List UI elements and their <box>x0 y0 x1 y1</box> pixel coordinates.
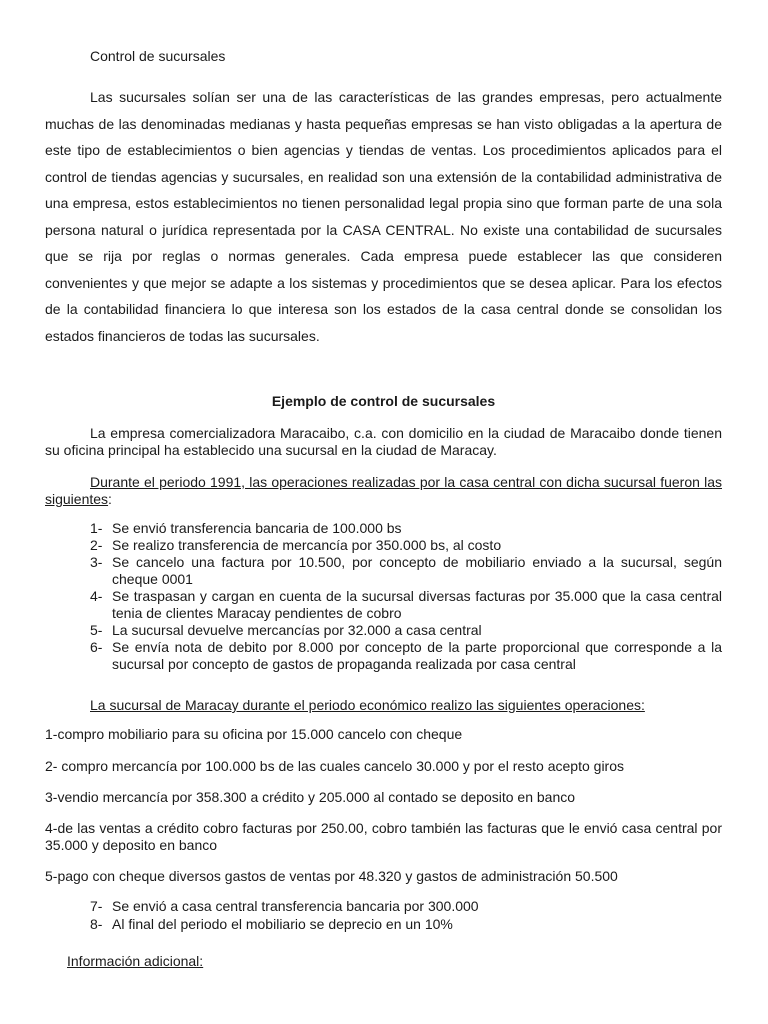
period-intro-paragraph <box>45 474 722 508</box>
additional-info-paragraph <box>67 953 722 970</box>
list-text: Se envía nota de debito por 8.000 por concepto de la parte proporcional que corresponde a la sucursal por concepto de gastos de propaganda realizada por casa central <box>112 639 722 672</box>
branch-operation-5: 5-pago con cheque diversos gastos de ventas por 48.320 y gastos de administración 50.500 <box>45 868 618 884</box>
list-text: Se traspasan y cargan en cuenta de la sucursal diversas facturas por 35.000 que la casa central tenia de clientes Maracay pendientes de cobro <box>112 588 722 621</box>
list-number: 1- <box>90 520 103 536</box>
additional-info-heading: Información adicional: <box>67 953 204 969</box>
list-number: 2- <box>90 537 103 553</box>
intro-paragraph: Las sucursales solían ser una de las características de las grandes empresas, pero actualmente muchas de las denominadas medianas y hasta pequeñas empresas se han visto obligadas a la apertura de este tipo de establecimientos o bien agencias y tiendas de ventas. Los procedimientos aplicados para el control de tiendas agencias y sucursales, en realidad son una extensión de la contabilidad administrativa de una empresa, estos establecimientos no tienen personalidad legal propia sino que forman parte de una sola persona natural o jurídica representada por la CASA CENTRAL. No existe una contabilidad de sucursales que se rija por reglas o normas generales. Cada empresa puede establecer las que consideren convenientes y que mejor se adapte a los sistemas y procedimientos que se desea aplicar. Para los efectos de la contabilidad financiera lo que interesa son los estados de la casa central donde se consolidan los estados financieros de todas las sucursales. <box>45 89 722 344</box>
list-item <box>90 639 722 673</box>
list-item <box>90 520 722 537</box>
list-number: 5- <box>90 622 103 638</box>
list-number: 8- <box>90 916 103 932</box>
example-heading: Ejemplo de control de sucursales <box>271 393 496 409</box>
branch-operation-2: 2- compro mercancía por 100.000 bs de las cuales cancelo 30.000 y por el resto acepto giros <box>45 758 624 774</box>
list-number: 3- <box>90 554 103 570</box>
list-text: La sucursal devuelve mercancías por 32.000 a casa central <box>112 622 482 638</box>
branch-operation-4: 4-de las ventas a crédito cobro facturas por 250.00, cobro también las facturas que le envió casa central por 35.000 y deposito en banco <box>45 820 722 853</box>
list-text: Se envió a casa central transferencia bancaria por 300.000 <box>112 898 479 914</box>
list-number: 4- <box>90 588 103 604</box>
period-intro-text: Durante el periodo 1991, las operaciones realizadas por la casa central con dicha sucursal fueron las siguientes <box>45 474 722 507</box>
list-item <box>90 897 722 915</box>
list-item <box>90 588 722 622</box>
list-item <box>90 915 722 933</box>
example-intro-paragraph: La empresa comercializadora Maracaibo, c.a. con domicilio en la ciudad de Maracaibo donde tienen su oficina principal ha establecido una sucursal en la ciudad de Maracay. <box>45 425 722 458</box>
list-item <box>90 622 722 639</box>
list-item <box>90 554 722 588</box>
list-item <box>90 537 722 554</box>
branch-operations-list-2 <box>90 897 722 933</box>
list-text: Se realizo transferencia de mercancía por 350.000 bs, al costo <box>112 537 502 553</box>
list-number: 7- <box>90 898 103 914</box>
list-text: Se cancelo una factura por 10.500, por concepto de mobiliario enviado a la sucursal, según cheque 0001 <box>112 554 722 587</box>
page-title: Control de sucursales <box>90 48 226 64</box>
list-text: Al final del periodo el mobiliario se deprecio en un 10% <box>112 916 453 932</box>
central-operations-list <box>90 520 722 673</box>
list-number: 6- <box>90 639 103 655</box>
branch-operation-1: 1-compro mobiliario para su oficina por 15.000 cancelo con cheque <box>45 726 463 742</box>
branch-operation-3: 3-vendio mercancía por 358.300 a crédito y 205.000 al contado se deposito en banco <box>45 789 576 805</box>
list-text: Se envió transferencia bancaria de 100.000 bs <box>112 520 402 536</box>
branch-intro-paragraph: La sucursal de Maracay durante el periodo económico realizo las siguientes operaciones: <box>90 697 645 713</box>
period-intro-colon: : <box>108 491 112 507</box>
